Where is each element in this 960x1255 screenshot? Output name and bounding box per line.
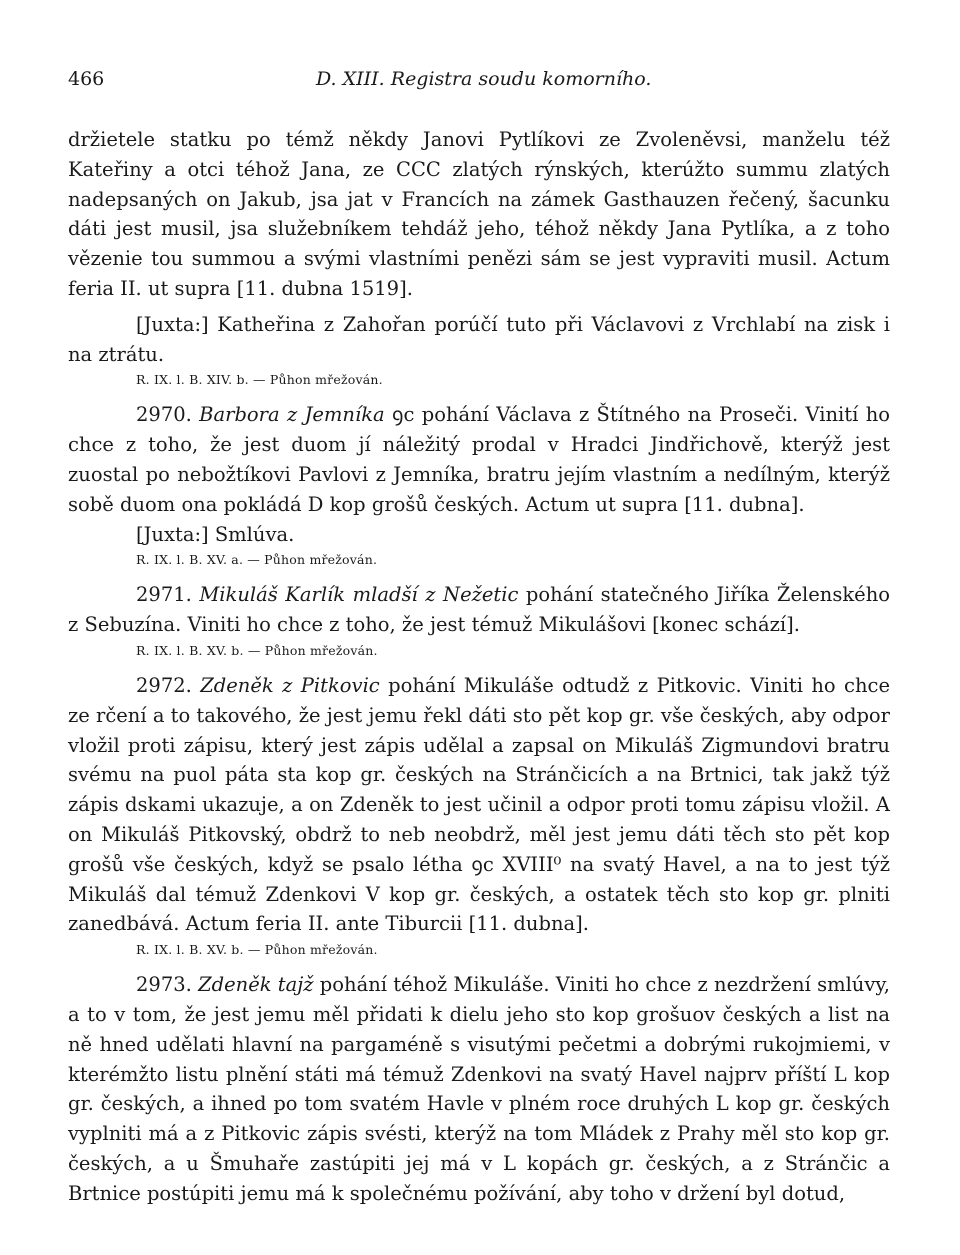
intro-source-note: R. IX. l. B. XIV. b. — Půhon mřežován.	[136, 372, 383, 388]
entry-text: pohání statečného Jiříka Želenského z Sebuzína. Viniti ho chce z toho, že jest témuž Mikulášovi [konec schází].	[68, 583, 890, 637]
page-header	[68, 68, 892, 98]
entry-2972	[68, 671, 890, 939]
entry-2970-juxta: [Juxta:] Smlúva.	[136, 522, 295, 546]
entry-2971-source-note: R. IX. l. B. XV. b. — Půhon mřežován.	[136, 642, 378, 658]
entry-party-name: Barbora z Jemníka	[199, 403, 385, 427]
running-title: D. XIII. Registra soudu komorního.	[316, 68, 652, 90]
entry-number: 2971.	[136, 583, 192, 607]
intro-paragraph: držietele statku po témž někdy Janovi Pytlíkovi ze Zvoleněvsi, manželu též Kateřiny a otci téhož Jana, ze CCC zlatých rýnských, kterúžto summu zlatých nadepsaných on Jakub, jsa jat v Francích na zámek Gasthauzen řečený, šacunku dáti jest musil, jsa služebníkem tehdáž jeho, téhož někdy Jana Pytlíka, a z toho vězenie tou summou a svými vlastními penězi sám se jest vypraviti musil. Actum feria II. ut supra [11. dubna 1519].	[68, 128, 890, 300]
entry-text: pohání Mikuláše odtudž z Pitkovic. Viniti ho chce ze rčení a to takového, že jest jemu řekl dáti sto pět kop gr. vše českých, aby odpor vložil proti zápisu, který jest zápis udělal a zapsal on Mikuláš Zigmundovi bratru svému na puol páta sta kop gr. českých na Stránčicích a na Brtnici, tak jakž týž zápis dskami ukazuje, a on Zdeněk to jest učinil a odpor proti tomu zápisu vložil. A on Mikuláš Pitkovský, obdrž to neb neobdrž, měl jest jemu dáti těch sto pět kop grošů vše českých, když se psalo létha ꝯc XVIII⁰ na svatý Havel, a na to jest týž Mikuláš dal témuž Zdenkovi V kop gr. českých, a ostatek těch sto kop gr. plniti zanedbává. Actum feria II. ante Tiburcii [11. dubna].	[68, 673, 890, 936]
page-number: 466	[68, 68, 105, 90]
entry-2971	[68, 580, 890, 640]
entry-party-name: Zdeněk tajž	[198, 973, 314, 997]
entry-number: 2970.	[136, 403, 192, 427]
entry-2970	[68, 400, 890, 519]
intro-juxta: [Juxta:] Katheřina z Zahořan porúčí tuto při Václavovi z Vrchlabí na zisk i na ztrátu.	[68, 312, 890, 366]
entry-text: pohání téhož Mikuláše. Viniti ho chce z nezdržení smlúvy, a to v tom, že jest jemu měl přidati k dielu jeho sto kop grošuov českých a list na ně hned udělati hlavní na pargaméně s visutými pečetmi a dobrými rukojmiemi, v kterémžto listu plnění státi má témuž Zdenkovi na svatý Havel najprv příští L kop gr. českých, a ihned po tom svatém Havle v plném roce druhých L kop gr. českých vyplniti má a z Pitkovic zápis svésti, kterýž na tom Mládek z Prahy měl sto kop gr. českých, a u Šmuhaře zastúpiti jej má v L kopách gr. českých, a z Stránčic a Brtnice postúpiti jemu má k společnému požívání, aby toho v držení byl dotud,	[68, 973, 891, 1205]
entry-number: 2972.	[136, 673, 192, 697]
entry-2973	[68, 970, 890, 1208]
entry-party-name: Zdeněk z Pitkovic	[200, 673, 380, 697]
entry-party-name: Mikuláš Karlík mladší z Nežetic	[199, 583, 519, 607]
entry-2972-source-note: R. IX. l. B. XV. b. — Půhon mřežován.	[136, 942, 378, 958]
entry-number: 2973.	[136, 973, 192, 997]
page-body	[68, 125, 890, 1209]
entry-text: ꝯc pohání Václava z Štítného na Proseči. Vinití ho chce z toho, že jest duom jí náležitý prodal v Hradci Jindřichově, kterýž jest zuostal po nebožtíkovi Pavlovi z Jemníka, bratru jejím vlastním a nedílným, kterýž sobě duom ona pokládá D kop grošů českých. Actum ut supra [11. dubna].	[68, 403, 891, 516]
entry-2970-source-note: R. IX. l. B. XV. a. — Půhon mřežován.	[136, 552, 378, 568]
